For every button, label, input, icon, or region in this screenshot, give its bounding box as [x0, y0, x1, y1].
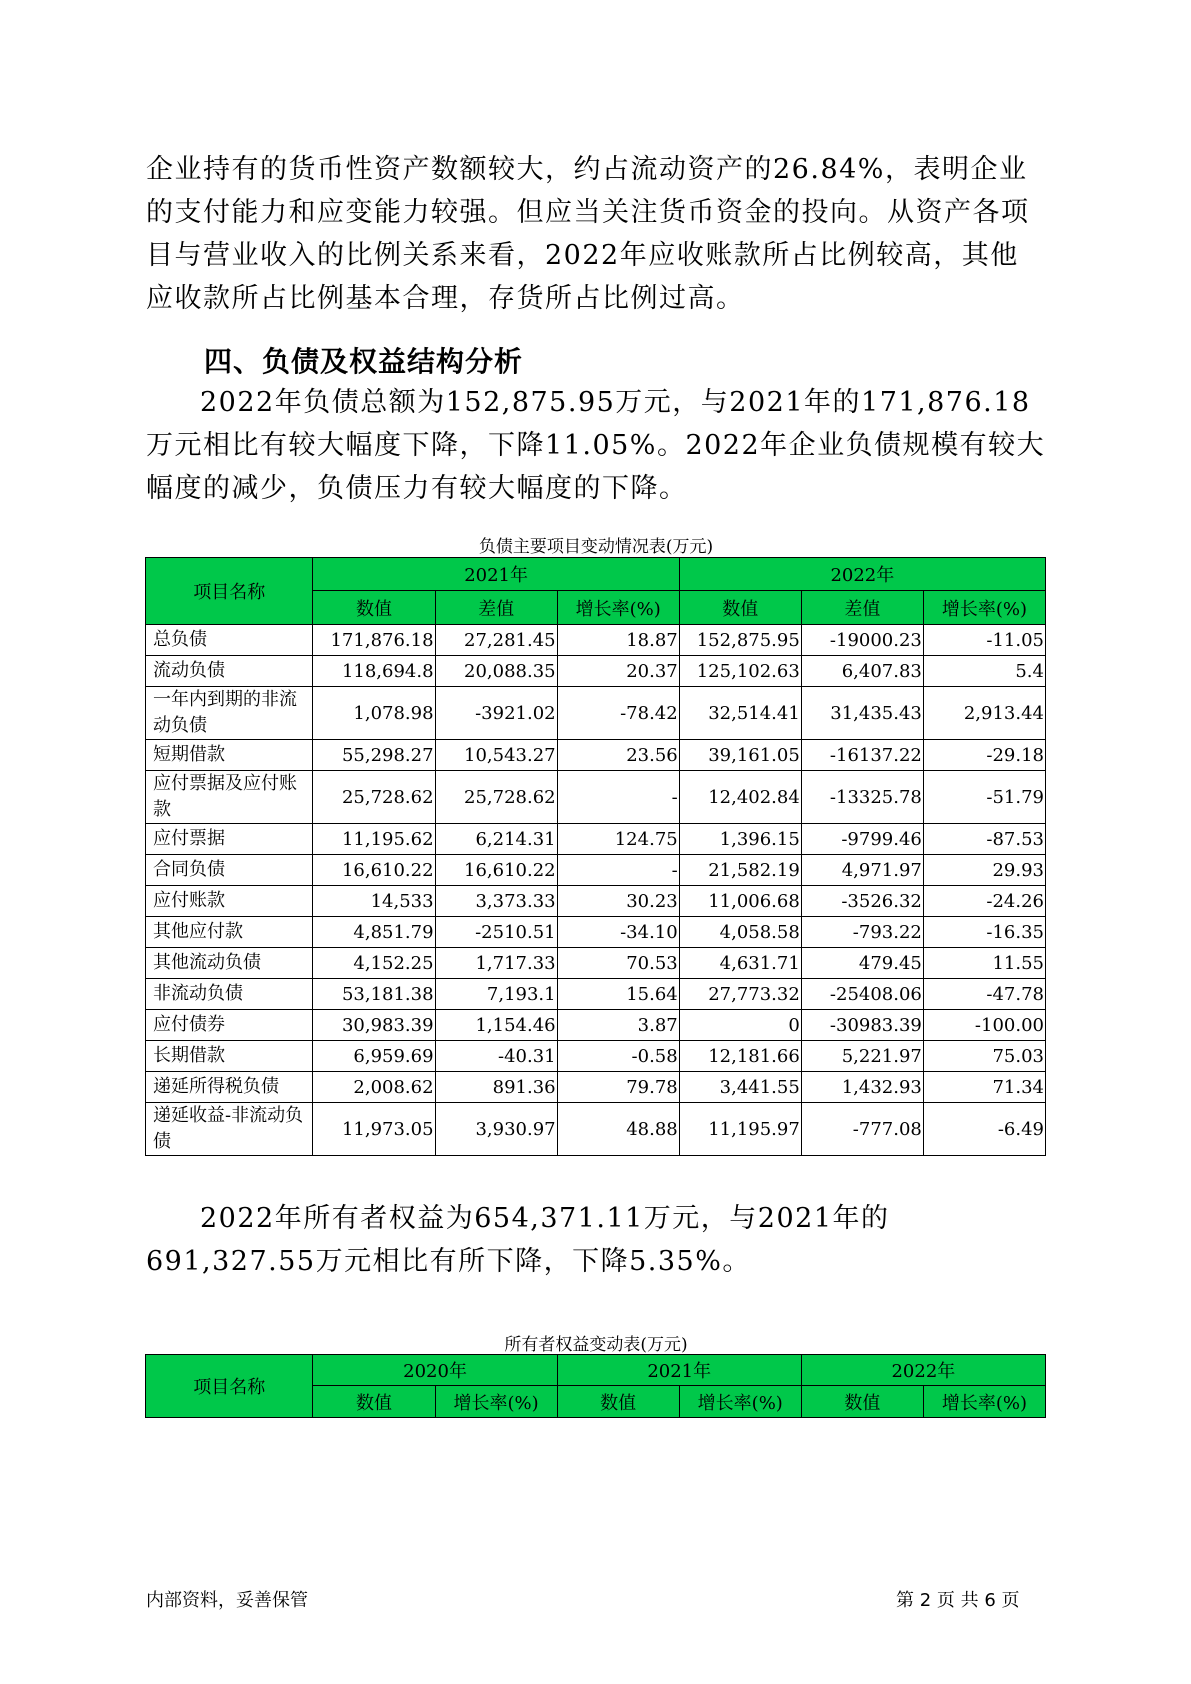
- footer-page-number: 第 2 页 共 6 页: [896, 1590, 1020, 1611]
- row-cell-d2: -30983.39: [801, 1010, 923, 1041]
- row-item-name: 合同负债: [146, 855, 313, 886]
- row-item-name: 应付债券: [146, 1010, 313, 1041]
- equity-table: [145, 1354, 1046, 1418]
- row-cell-v1: 2,008.62: [313, 1072, 435, 1103]
- row-cell-v1: 14,533: [313, 886, 435, 917]
- sub-header-growth: 增长率(%): [923, 591, 1045, 625]
- row-cell-g2: 71.34: [923, 1072, 1045, 1103]
- footer-confidential-note: 内部资料，妥善保管: [146, 1590, 308, 1611]
- row-cell-v1: 16,610.22: [313, 855, 435, 886]
- liability-paragraph: 2022年负债总额为152,875.95万元，与2021年的171,876.18万元相比有较大幅度下降，下降11.05%。2022年企业负债规模有较大幅度的减少，负债压力有较大幅度的下降。: [146, 387, 1046, 504]
- row-cell-d2: -13325.78: [801, 771, 923, 824]
- row-cell-v2: 4,058.58: [679, 917, 801, 948]
- row-cell-d2: 1,432.93: [801, 1072, 923, 1103]
- row-cell-g1: 18.87: [557, 625, 679, 656]
- row-cell-g1: -: [557, 855, 679, 886]
- row-cell-v1: 1,078.98: [313, 687, 435, 740]
- row-cell-v1: 55,298.27: [313, 740, 435, 771]
- table-row: [146, 1010, 1046, 1041]
- row-cell-d2: 6,407.83: [801, 656, 923, 687]
- table-row: [146, 656, 1046, 687]
- table-row: [146, 1103, 1046, 1156]
- equity-sub-header-value: 数值: [557, 1386, 679, 1418]
- row-item-name: 递延所得税负债: [146, 1072, 313, 1103]
- row-cell-g1: -78.42: [557, 687, 679, 740]
- equity-col-header-year: 2020年: [313, 1355, 557, 1386]
- row-cell-g2: -24.26: [923, 886, 1045, 917]
- row-cell-d2: 5,221.97: [801, 1041, 923, 1072]
- col-header-year1: 2021年: [313, 558, 679, 591]
- row-cell-v2: 3,441.55: [679, 1072, 801, 1103]
- row-cell-g2: -87.53: [923, 824, 1045, 855]
- sub-header-diff: 差值: [435, 591, 557, 625]
- row-cell-d1: 3,930.97: [435, 1103, 557, 1156]
- row-cell-d1: -40.31: [435, 1041, 557, 1072]
- col-header-name: 项目名称: [146, 558, 313, 625]
- row-cell-g2: 5.4: [923, 656, 1045, 687]
- row-cell-g2: 11.55: [923, 948, 1045, 979]
- row-cell-v1: 4,152.25: [313, 948, 435, 979]
- row-cell-d1: 1,717.33: [435, 948, 557, 979]
- section-heading: 四、负债及权益结构分析: [204, 345, 524, 378]
- row-cell-d1: -2510.51: [435, 917, 557, 948]
- row-cell-g2: -100.00: [923, 1010, 1045, 1041]
- row-item-name: 一年内到期的非流动负债: [146, 687, 313, 740]
- row-cell-g2: -16.35: [923, 917, 1045, 948]
- row-cell-v1: 11,195.62: [313, 824, 435, 855]
- row-cell-g2: -47.78: [923, 979, 1045, 1010]
- row-cell-v1: 6,959.69: [313, 1041, 435, 1072]
- row-cell-g2: -29.18: [923, 740, 1045, 771]
- row-cell-v1: 118,694.8: [313, 656, 435, 687]
- row-item-name: 短期借款: [146, 740, 313, 771]
- row-cell-v1: 53,181.38: [313, 979, 435, 1010]
- row-item-name: 递延收益-非流动负债: [146, 1103, 313, 1156]
- row-cell-g1: 124.75: [557, 824, 679, 855]
- equity-sub-header-growth: 增长率(%): [923, 1386, 1045, 1418]
- table-row: [146, 824, 1046, 855]
- row-cell-d1: 3,373.33: [435, 886, 557, 917]
- liability-table: [145, 557, 1046, 1156]
- row-cell-g1: -34.10: [557, 917, 679, 948]
- row-cell-d2: -3526.32: [801, 886, 923, 917]
- row-cell-g1: 23.56: [557, 740, 679, 771]
- row-item-name: 应付票据: [146, 824, 313, 855]
- row-cell-v2: 152,875.95: [679, 625, 801, 656]
- row-cell-g1: 79.78: [557, 1072, 679, 1103]
- row-cell-v2: 12,402.84: [679, 771, 801, 824]
- table-row: [146, 740, 1046, 771]
- row-cell-d2: -25408.06: [801, 979, 923, 1010]
- row-cell-d2: -16137.22: [801, 740, 923, 771]
- row-cell-g2: -51.79: [923, 771, 1045, 824]
- equity-col-header-name: 项目名称: [146, 1355, 313, 1418]
- row-cell-d1: 10,543.27: [435, 740, 557, 771]
- row-cell-g1: 48.88: [557, 1103, 679, 1156]
- row-cell-v1: 4,851.79: [313, 917, 435, 948]
- row-cell-d1: 25,728.62: [435, 771, 557, 824]
- row-cell-d1: -3921.02: [435, 687, 557, 740]
- row-cell-g1: 70.53: [557, 948, 679, 979]
- row-cell-d1: 27,281.45: [435, 625, 557, 656]
- sub-header-diff: 差值: [801, 591, 923, 625]
- equity-sub-header-growth: 增长率(%): [435, 1386, 557, 1418]
- row-cell-g2: -11.05: [923, 625, 1045, 656]
- row-cell-d1: 1,154.46: [435, 1010, 557, 1041]
- liability-table-caption: 负债主要项目变动情况表(万元): [478, 537, 714, 557]
- intro-paragraph: 企业持有的货币性资产数额较大，约占流动资产的26.84%，表明企业的支付能力和应变能力较强。但应当关注货币资金的投向。从资产各项目与营业收入的比例关系来看，2022年应收账款所占比例较高，其他应收款所占比例基本合理，存货所占比例过高。: [146, 154, 1030, 314]
- equity-paragraph: 2022年所有者权益为654,371.11万元，与2021年的691,327.55万元相比有所下降，下降5.35%。: [146, 1203, 890, 1277]
- table-row: [146, 917, 1046, 948]
- row-cell-d2: 31,435.43: [801, 687, 923, 740]
- table-row: [146, 979, 1046, 1010]
- equity-table-caption: 所有者权益变动表(万元): [504, 1335, 688, 1355]
- row-item-name: 非流动负债: [146, 979, 313, 1010]
- row-cell-v2: 12,181.66: [679, 1041, 801, 1072]
- row-item-name: 应付票据及应付账款: [146, 771, 313, 824]
- equity-sub-header-value: 数值: [801, 1386, 923, 1418]
- table-row: [146, 855, 1046, 886]
- row-cell-g1: -0.58: [557, 1041, 679, 1072]
- row-cell-v2: 39,161.05: [679, 740, 801, 771]
- row-cell-v2: 11,006.68: [679, 886, 801, 917]
- row-cell-v2: 0: [679, 1010, 801, 1041]
- row-cell-g1: 20.37: [557, 656, 679, 687]
- row-cell-g2: 75.03: [923, 1041, 1045, 1072]
- row-cell-g1: -: [557, 771, 679, 824]
- row-cell-g2: -6.49: [923, 1103, 1045, 1156]
- row-item-name: 其他应付款: [146, 917, 313, 948]
- row-cell-g2: 2,913.44: [923, 687, 1045, 740]
- row-cell-g1: 15.64: [557, 979, 679, 1010]
- table-row: [146, 771, 1046, 824]
- row-cell-d1: 20,088.35: [435, 656, 557, 687]
- row-cell-v1: 25,728.62: [313, 771, 435, 824]
- row-cell-d1: 6,214.31: [435, 824, 557, 855]
- row-cell-v2: 125,102.63: [679, 656, 801, 687]
- row-cell-d2: 4,971.97: [801, 855, 923, 886]
- sub-header-growth: 增长率(%): [557, 591, 679, 625]
- equity-col-header-year: 2021年: [557, 1355, 801, 1386]
- equity-sub-header-growth: 增长率(%): [679, 1386, 801, 1418]
- row-cell-v2: 32,514.41: [679, 687, 801, 740]
- row-cell-d2: 479.45: [801, 948, 923, 979]
- row-cell-v2: 1,396.15: [679, 824, 801, 855]
- row-item-name: 流动负债: [146, 656, 313, 687]
- table-row: [146, 886, 1046, 917]
- sub-header-value: 数值: [313, 591, 435, 625]
- sub-header-value: 数值: [679, 591, 801, 625]
- row-cell-v2: 11,195.97: [679, 1103, 801, 1156]
- table-row: [146, 948, 1046, 979]
- table-row: [146, 1041, 1046, 1072]
- equity-col-header-year: 2022年: [801, 1355, 1045, 1386]
- row-item-name: 应付账款: [146, 886, 313, 917]
- table-row: [146, 625, 1046, 656]
- row-cell-v2: 4,631.71: [679, 948, 801, 979]
- row-cell-v1: 11,973.05: [313, 1103, 435, 1156]
- row-cell-d2: -777.08: [801, 1103, 923, 1156]
- col-header-year2: 2022年: [679, 558, 1045, 591]
- table-row: [146, 687, 1046, 740]
- row-cell-d2: -9799.46: [801, 824, 923, 855]
- row-cell-v2: 27,773.32: [679, 979, 801, 1010]
- row-cell-g1: 3.87: [557, 1010, 679, 1041]
- row-cell-v1: 30,983.39: [313, 1010, 435, 1041]
- row-cell-d2: -19000.23: [801, 625, 923, 656]
- row-item-name: 长期借款: [146, 1041, 313, 1072]
- row-cell-d1: 16,610.22: [435, 855, 557, 886]
- row-cell-d2: -793.22: [801, 917, 923, 948]
- row-cell-g1: 30.23: [557, 886, 679, 917]
- row-cell-g2: 29.93: [923, 855, 1045, 886]
- row-cell-v2: 21,582.19: [679, 855, 801, 886]
- table-row: [146, 1072, 1046, 1103]
- equity-sub-header-value: 数值: [313, 1386, 435, 1418]
- row-cell-d1: 891.36: [435, 1072, 557, 1103]
- row-cell-d1: 7,193.1: [435, 979, 557, 1010]
- row-item-name: 其他流动负债: [146, 948, 313, 979]
- row-cell-v1: 171,876.18: [313, 625, 435, 656]
- row-item-name: 总负债: [146, 625, 313, 656]
